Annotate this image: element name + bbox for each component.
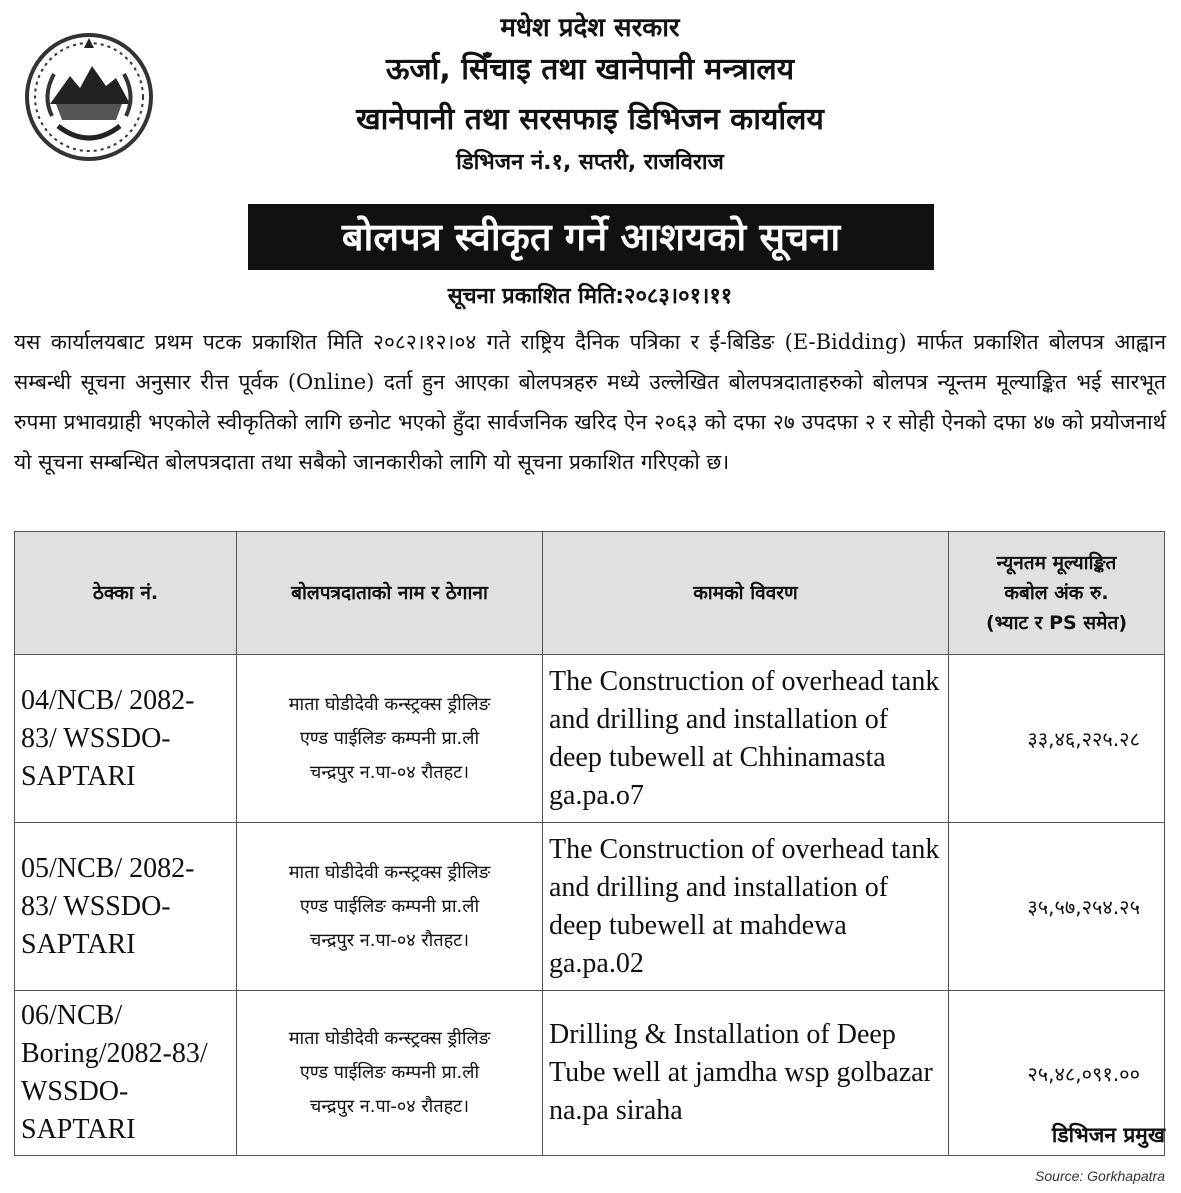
bid-table: [14, 531, 1165, 1156]
bidder-name-line2: एण्ड पाईलिङ कम्पनी प्रा.ली: [299, 1062, 480, 1083]
source-credit: Source: Gorkhapatra: [1035, 1168, 1165, 1184]
header-amount-line3: (भ्याट र PS समेत): [985, 612, 1128, 634]
notice-body: यस कार्यालयबाट प्रथम पटक प्रकाशित मिति २०८२।१२।०४ गते राष्ट्रिय दैनिक पत्रिका र ई-बिडिङ (E-Bidding) मार्फत प्रकाशित बोलपत्र आह्वान सम्बन्धी सूचना अनुसार रीत्त पूर्वक (Online) दर्ता हुन आएका बोलपत्रहरु मध्ये उल्लेखित बोलपत्रदाताहरुको बोलपत्र न्यून्तम मूल्याङ्कित भई सारभूत रुपमा प्रभावग्राही भएकोले स्वीकृतिको लागि छनोट भएको हुँदा सार्वजनिक खरिद ऐन २०६३ को दफा २७ उपदफा २ र सोही ऐनको दफा ४७ को प्रयोजनार्थ यो सूचना सम्बन्धित बोलपत्रदाता तथा सबैको जानकारीको लागि यो सूचना प्रकाशित गरिएको छ।: [14, 330, 1167, 474]
work-description-cell: Drilling & Installation of Deep Tube well at jamdha wsp golbazar na.pa siraha: [543, 991, 949, 1156]
contract-no-cell: 05/NCB/ 2082-83/ WSSDO-SAPTARI: [15, 823, 237, 991]
table-row: [15, 655, 1165, 823]
table-row: [15, 991, 1165, 1156]
bidder-cell: [237, 655, 543, 823]
bidder-cell: [237, 991, 543, 1156]
signatory-title: डिभिजन प्रमुख: [1051, 1123, 1165, 1147]
office-header: [160, 10, 1020, 180]
bidder-name-line1: माता घोडीदेवी कन्स्ट्रक्स ड्रीलिङ: [288, 861, 491, 883]
government-name: मधेश प्रदेश सरकार: [500, 13, 680, 43]
header-contract-no: ठेक्का नं.: [15, 532, 237, 655]
ministry-name: ऊर्जा, सिँचाइ तथा खानेपानी मन्त्रालय: [385, 52, 795, 87]
office-name: खानेपानी तथा सरसफाइ डिभिजन कार्यालय: [356, 102, 824, 137]
bidder-cell: [237, 823, 543, 991]
work-description-cell: The Construction of overhead tank and drilling and installation of deep tubewell at Chhinamasta ga.pa.o7: [543, 655, 949, 823]
header-amount: [949, 532, 1165, 655]
bidder-address: चन्द्रपुर न.पा-०४ रौतहट।: [309, 1096, 470, 1117]
header-amount-line1: न्यूनतम मूल्याङ्कित: [996, 552, 1117, 574]
bidder-name-line1: माता घोडीदेवी कन्स्ट्रक्स ड्रीलिङ: [288, 1028, 491, 1049]
amount-cell: ३५,५७,२५४.२५: [949, 823, 1165, 991]
amount-cell: २५,४८,०९१.००: [949, 991, 1165, 1156]
contract-no-cell: 04/NCB/ 2082-83/ WSSDO-SAPTARI: [15, 655, 237, 823]
header-bidder: बोलपत्रदाताको नाम र ठेगाना: [237, 532, 543, 655]
bidder-address: चन्द्रपुर न.पा-०४ रौतहट।: [309, 761, 470, 783]
bidder-name-line2: एण्ड पाईलिङ कम्पनी प्रा.ली: [299, 895, 480, 917]
table-header-row: [15, 532, 1165, 655]
office-address: डिभिजन नं.१, सप्तरी, राजविराज: [456, 150, 724, 175]
header-work: कामको विवरण: [543, 532, 949, 655]
government-emblem-icon: [22, 30, 156, 164]
amount-cell: ३३,४६,२२५.२८: [949, 655, 1165, 823]
header-amount-line2: कबोल अंक रु.: [1004, 582, 1109, 604]
bidder-name-line2: एण्ड पाईलिङ कम्पनी प्रा.ली: [299, 727, 480, 749]
table-row: [15, 823, 1165, 991]
work-description-cell: The Construction of overhead tank and drilling and installation of deep tubewell at mahdewa ga.pa.02: [543, 823, 949, 991]
bidder-name-line1: माता घोडीदेवी कन्स्ट्रक्स ड्रीलिङ: [288, 693, 491, 715]
published-date: सूचना प्रकाशित मिति:२०८३।०१।११: [447, 284, 733, 309]
bidder-address: चन्द्रपुर न.पा-०४ रौतहट।: [309, 929, 470, 951]
notice-title: बोलपत्र स्वीकृत गर्ने आशयको सूचना: [248, 204, 934, 270]
contract-no-cell: 06/NCB/ Boring/2082-83/ WSSDO-SAPTARI: [15, 991, 237, 1156]
